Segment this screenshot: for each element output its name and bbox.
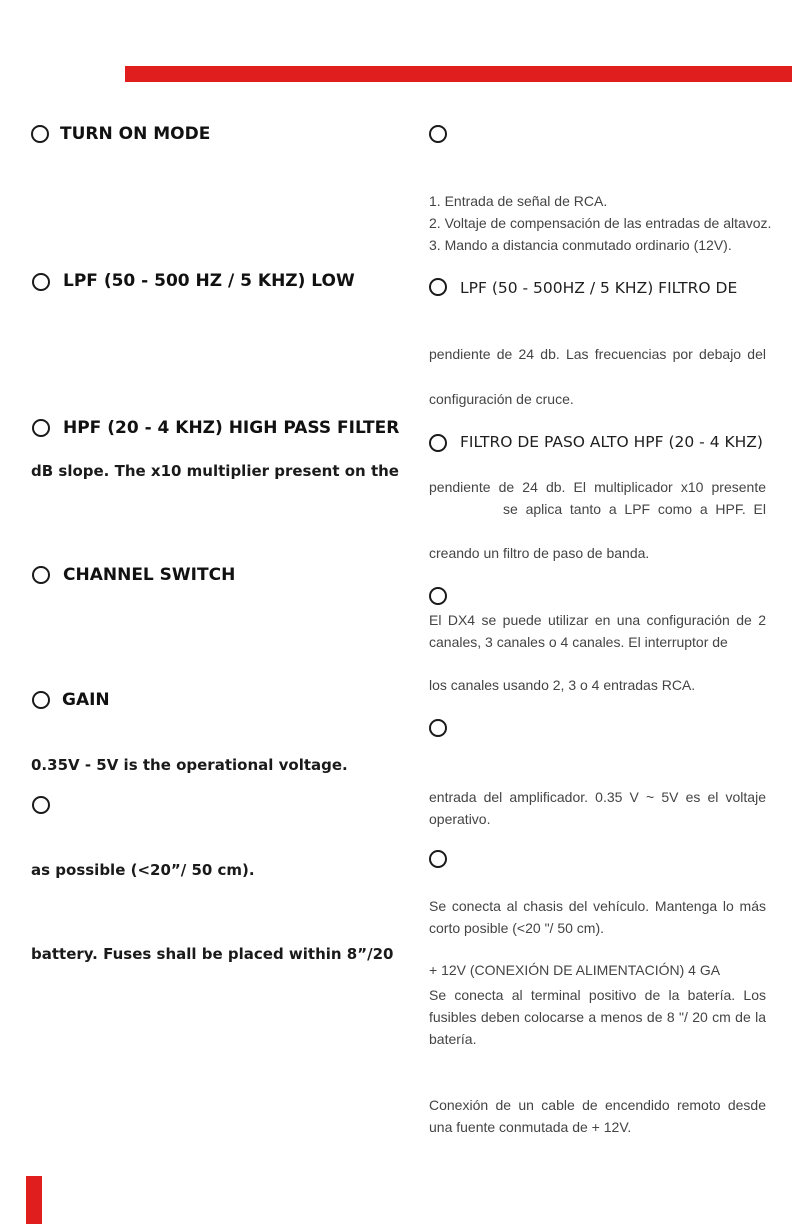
- section-bullet-circle: [429, 278, 447, 296]
- lpf-heading-es: LPF (50 - 500HZ / 5 KHZ) FILTRO DE: [460, 279, 738, 297]
- power-paragraph-es: Se conecta al terminal positivo de la batería. Los fusibles deben colocarse a menos de 8 "/ 20 cm de la batería.: [429, 987, 766, 1047]
- lpf-heading: LPF (50 - 500 HZ / 5 KHZ) LOW: [63, 271, 355, 291]
- remote-paragraph-es: Conexión de un cable de encendido remoto desde una fuente conmutada de + 12V.: [429, 1097, 766, 1135]
- turn-on-item: 1. Entrada de señal de RCA.: [429, 193, 608, 209]
- section-bullet-circle: [429, 719, 447, 737]
- channel-paragraph-es-end: los canales usando 2, 3 o 4 entradas RCA.: [429, 677, 696, 693]
- hpf-paragraph-es: [429, 479, 766, 495]
- gain-paragraph: 0.35V - 5V is the operational voltage.: [31, 756, 348, 774]
- section-bullet-circle: [32, 796, 50, 814]
- section-bullet-circle: [32, 273, 50, 291]
- section-bullet-circle: [31, 125, 49, 143]
- gain-paragraph-es: entrada del amplificador. 0.35 V ~ 5V es el voltaje operativo.: [429, 789, 766, 827]
- ground-paragraph: as possible (<20”/ 50 cm).: [31, 861, 255, 879]
- section-bullet-circle: [32, 691, 50, 709]
- section-bullet-circle: [429, 434, 447, 452]
- section-bullet-circle: [429, 125, 447, 143]
- section-bullet-circle: [32, 566, 50, 584]
- section-bullet-circle: [429, 850, 447, 868]
- header-accent-bar: [125, 66, 792, 82]
- lpf-paragraph-line: pendiente de 24 db. Las frecuencias por debajo del: [429, 346, 766, 362]
- hpf-heading: HPF (20 - 4 KHZ) HIGH PASS FILTER: [63, 418, 400, 438]
- gain-heading: GAIN: [62, 690, 110, 710]
- turn-on-mode-heading: TURN ON MODE: [60, 124, 211, 144]
- hpf-paragraph: dB slope. The x10 multiplier present on the: [31, 462, 399, 480]
- turn-on-item: 2. Voltaje de compensación de las entradas de altavoz.: [429, 215, 772, 231]
- hpf-heading-es: FILTRO DE PASO ALTO HPF (20 - 4 KHZ): [460, 433, 763, 451]
- lpf-paragraph-es-end: configuración de cruce.: [429, 391, 574, 407]
- turn-on-item: 3. Mando a distancia conmutado ordinario (12V).: [429, 237, 732, 253]
- channel-paragraph-es: El DX4 se puede utilizar en una configuración de 2 canales, 3 canales o 4 canales. El interruptor de: [429, 612, 766, 650]
- lpf-paragraph-es: [429, 346, 766, 362]
- power-paragraph: battery. Fuses shall be placed within 8”/20: [31, 945, 394, 963]
- hpf-paragraph-es-cont: [503, 501, 766, 517]
- hpf-paragraph-line: se aplica tanto a LPF como a HPF. El: [503, 501, 766, 517]
- hpf-paragraph-line: pendiente de 24 db. El multiplicador x10 presente: [429, 479, 766, 495]
- section-bullet-circle: [429, 587, 447, 605]
- hpf-paragraph-es-end: creando un filtro de paso de banda.: [429, 545, 650, 561]
- channel-switch-heading: CHANNEL SWITCH: [63, 565, 236, 585]
- power-heading-es: + 12V (CONEXIÓN DE ALIMENTACIÓN) 4 GA: [429, 962, 721, 978]
- footer-accent-bar: [26, 1176, 42, 1224]
- ground-paragraph-es: Se conecta al chasis del vehículo. Mantenga lo más corto posible (<20 "/ 50 cm).: [429, 898, 766, 936]
- section-bullet-circle: [32, 419, 50, 437]
